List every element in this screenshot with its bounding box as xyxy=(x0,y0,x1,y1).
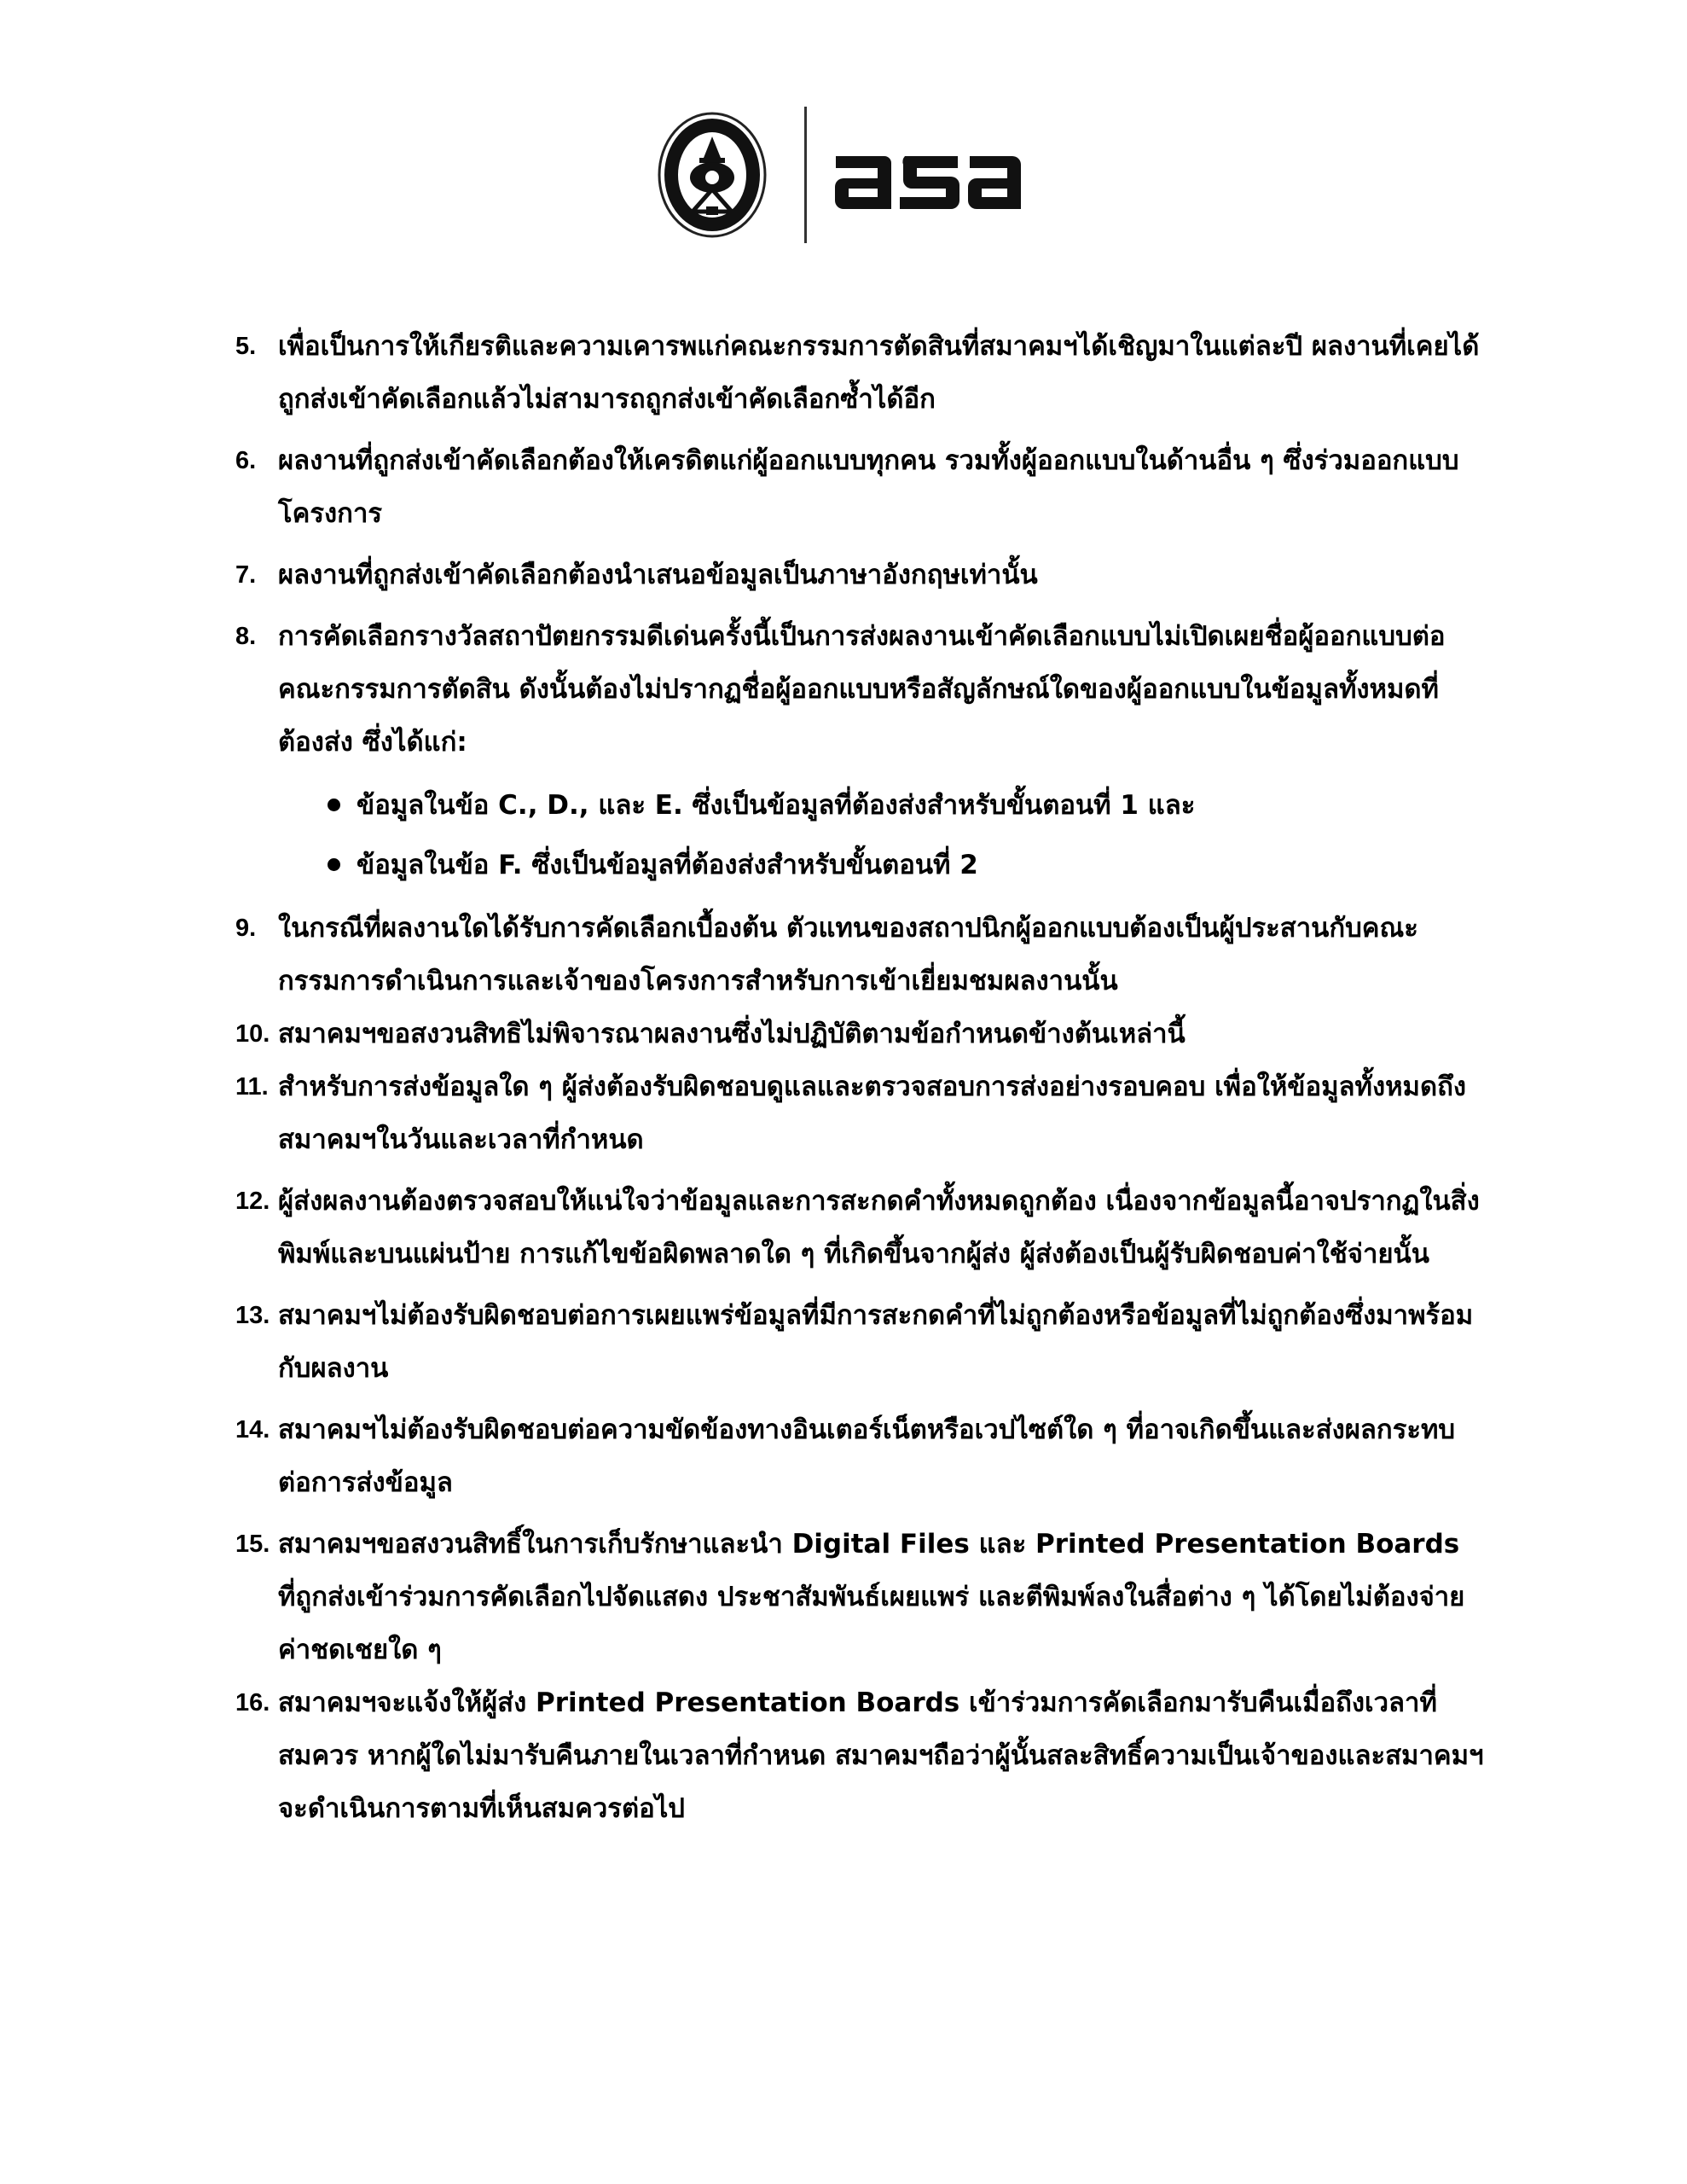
rule-item xyxy=(235,1403,1484,1509)
rule-number: 15. xyxy=(235,1531,270,1558)
rule-number: 11. xyxy=(235,1073,269,1101)
rule-text: สมาคมฯขอสงวนสิทธิไม่พิจารณาผลงานซึ่งไม่ปฏิบัติตามข้อกำหนดข้างต้นเหล่านี้ xyxy=(278,1019,1186,1049)
rule-item xyxy=(235,320,1484,426)
rule-text: การคัดเลือกรางวัลสถาปัตยกรรมดีเด่นครั้งนี้เป็นการส่งผลงานเข้าคัดเลือกแบบไม่เปิดเผยชื่อผู้ออกแบบต่อคณะกรรมการตัดสิน ดังนั้นต้องไม่ปรากฏชื่อผู้ออกแบบหรือสัญลักษณ์ใดของผู้ออกแบบในข้อมูลทั้งหมดที่ต้องส่ง ซึ่งได้แก่: xyxy=(278,621,1446,758)
rule-text: สมาคมฯไม่ต้องรับผิดชอบต่อการเผยแพร่ข้อมูลที่มีการสะกดคำที่ไม่ถูกต้องหรือข้อมูลที่ไม่ถูกต้องซึ่งมาพร้อมกับผลงาน xyxy=(278,1300,1474,1384)
rule-text: สมาคมฯไม่ต้องรับผิดชอบต่อความขัดข้องทางอินเตอร์เน็ตหรือเวปไซต์ใด ๆ ที่อาจเกิดขึ้นและส่งผลกระทบต่อการส่งข้อมูล xyxy=(278,1414,1456,1498)
bullet-item xyxy=(322,775,1484,835)
bullet-item xyxy=(322,835,1484,895)
bullet-text: ข้อมูลในข้อ C., D., และ E. ซึ่งเป็นข้อมูลที่ต้องส่งสำหรับขั้นตอนที่ 1 และ xyxy=(357,790,1196,821)
rule-item xyxy=(235,1518,1484,1676)
rule-number: 13. xyxy=(235,1302,270,1329)
rule-item xyxy=(235,1008,1484,1060)
rule-item xyxy=(235,1676,1484,1835)
bullet-text: ข้อมูลในข้อ F. ซึ่งเป็นข้อมูลที่ต้องส่งสำหรับขั้นตอนที่ 2 xyxy=(357,850,978,880)
rule-text: สมาคมฯจะแจ้งให้ผู้ส่ง Printed Presentation Boards เข้าร่วมการคัดเลือกมารับคืนเมื่อถึงเวลาที่สมควร หากผู้ใดไม่มารับคืนภายในเวลาที่กำหนด สมาคมฯถือว่าผู้นั้นสละสิทธิ์ความเป็นเจ้าของและสมาคมฯจะดำเนินการตามที่เห็นสมควรต่อไป xyxy=(278,1687,1484,1824)
rule-item xyxy=(235,1289,1484,1395)
bullet-dot-icon xyxy=(328,858,340,871)
rule-item xyxy=(235,1060,1484,1166)
rule-text: ผู้ส่งผลงานต้องตรวจสอบให้แน่ใจว่าข้อมูลและการสะกดคำทั้งหมดถูกต้อง เนื่องจากข้อมูลนี้อาจปรากฏในสิ่งพิมพ์และบนแผ่นป้าย การแก้ไขข้อผิดพลาดใด ๆ ที่เกิดขึ้นจากผู้ส่ง ผู้ส่งต้องเป็นผู้รับผิดชอบค่าใช้จ่ายนั้น xyxy=(278,1186,1480,1269)
rule-number: 8. xyxy=(235,623,257,650)
rule-text: เพื่อเป็นการให้เกียรติและความเคารพแก่คณะกรรมการตัดสินที่สมาคมฯได้เชิญมาในแต่ละปี ผลงานที่เคยได้ถูกส่งเข้าคัดเลือกแล้วไม่สามารถถูกส่งเข้าคัดเลือกซ้ำได้อีก xyxy=(278,331,1480,415)
rule-text: ผลงานที่ถูกส่งเข้าคัดเลือกต้องนำเสนอข้อมูลเป็นภาษาอังกฤษเท่านั้น xyxy=(278,560,1038,590)
rule-text: สำหรับการส่งข้อมูลใด ๆ ผู้ส่งต้องรับผิดชอบดูแลและตรวจสอบการส่งอย่างรอบคอบ เพื่อให้ข้อมูลทั้งหมดถึงสมาคมฯในวันและเวลาที่กำหนด xyxy=(278,1072,1467,1155)
rule-text: ผลงานที่ถูกส่งเข้าคัดเลือกต้องให้เครดิตแก่ผู้ออกแบบทุกคน รวมทั้งผู้ออกแบบในด้านอื่น ๆ ซึ่งร่วมออกแบบโครงการ xyxy=(278,445,1459,529)
rule-text: ในกรณีที่ผลงานใดได้รับการคัดเลือกเบื้องต้น ตัวแทนของสถาปนิกผู้ออกแบบต้องเป็นผู้ประสานกับคณะกรรมการดำเนินการและเจ้าของโครงการสำหรับการเข้าเยี่ยมชมผลงานนั้น xyxy=(278,913,1418,996)
rule-item xyxy=(235,549,1484,601)
rule-number: 6. xyxy=(235,447,257,474)
header-divider xyxy=(804,107,807,243)
rule-number: 10. xyxy=(235,1020,270,1048)
bullet-dot-icon xyxy=(328,799,340,811)
rule-text: สมาคมฯขอสงวนสิทธิ์ในการเก็บรักษาและนำ Digital Files และ Printed Presentation Boards ที่ถูกส่งเข้าร่วมการคัดเลือกไปจัดแสดง ประชาสัมพันธ์เผยแพร่ และตีพิมพ์ลงในสื่อต่าง ๆ ได้โดยไม่ต้องจ่ายค่าชดเชยใด ๆ xyxy=(278,1529,1465,1665)
rule-number: 12. xyxy=(235,1188,270,1215)
rule-item xyxy=(235,610,1484,895)
rule-number: 5. xyxy=(235,333,257,360)
association-emblem-icon xyxy=(657,111,768,239)
bullet-list xyxy=(278,775,1484,895)
rule-item xyxy=(235,434,1484,540)
rule-item xyxy=(235,1175,1484,1281)
rule-number: 9. xyxy=(235,915,257,942)
rule-number: 7. xyxy=(235,561,257,589)
rule-item xyxy=(235,902,1484,1008)
document-header xyxy=(0,102,1687,247)
asa-logo-icon xyxy=(832,149,1023,213)
rule-number: 14. xyxy=(235,1416,270,1443)
rule-number: 16. xyxy=(235,1689,270,1716)
rules-list xyxy=(235,320,1484,1835)
